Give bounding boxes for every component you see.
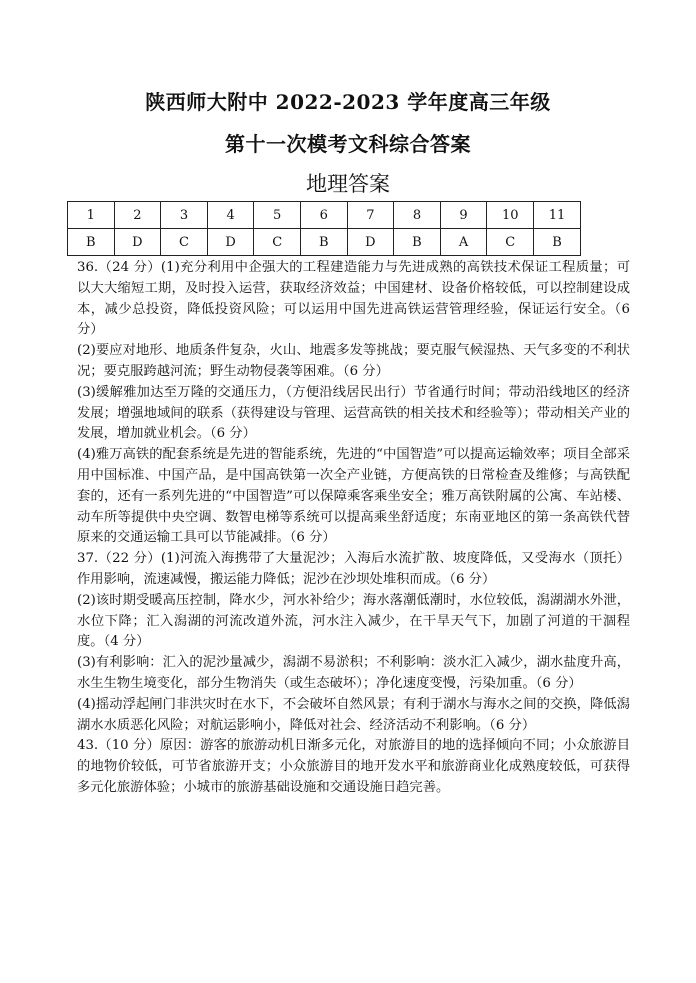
answer-cell: C — [254, 229, 301, 256]
answer-paragraph-36-2: (2)要应对地形、地质条件复杂，火山、地震多发等挑战；要克服气候湿热、天气多变的不利状况；要克服跨越河流；野生动物侵袭等困难。（6 分） — [77, 343, 630, 379]
question-number-cell: 3 — [161, 202, 208, 229]
question-number-cell: 9 — [440, 202, 487, 229]
section-title: 地理答案 — [306, 172, 390, 196]
answer-cell: B — [394, 229, 441, 256]
question-number-cell: 11 — [534, 202, 581, 229]
answer-row — [68, 229, 581, 256]
answer-cell: D — [207, 229, 254, 256]
answer-body — [77, 258, 630, 799]
document-title-line1: 陕西师大附中 2022-2023 学年度高三年级 — [145, 90, 551, 114]
answer-paragraph-37-2: (2)该时期受暖高压控制，降水少，河水补给少；海水落潮低潮时，水位较低，潟湖湖水外泄，水位下降；汇入潟湖的河流改道外流，河水注入减少，在干旱天气下，加剧了河道的干涸程度。（4 分） — [77, 592, 630, 650]
answer-paragraph-37-3: (3)有利影响：汇入的泥沙量减少，潟湖不易淤积；不利影响：淡水汇入减少，湖水盐度升高，水生生物生境变化，部分生物消失（或生态破坏）；净化速度变慢，污染加重。（6 分） — [77, 655, 630, 691]
answer-cell: D — [347, 229, 394, 256]
answer-paragraph-36-4: (4)雅万高铁的配套系统是先进的智能系统，先进的“中国智造”可以提高运输效率；项目全部采用中国标准、中国产品，是中国高铁第一次全产业链，方便高铁的日常检查及维修；与高铁配套的，还有一系列先进的“中国智造”可以保障乘客乘坐安全；雅万高铁附属的公寓、车站楼、动车所等提供中央空调、数智电梯等系统可以提高乘坐舒适度；东南亚地区的第一条高铁代替原来的交通运输工具可以节能减排。（6 分） — [77, 447, 630, 546]
question-number-cell: 8 — [394, 202, 441, 229]
question-number-cell: 2 — [114, 202, 161, 229]
answer-cell: B — [300, 229, 347, 256]
answer-cell: B — [534, 229, 581, 256]
question-number-cell: 1 — [68, 202, 115, 229]
question-number-cell: 10 — [487, 202, 534, 229]
answer-paragraph-37-4: (4)摇动浮起闸门非洪灾时在水下，不会破坏自然风景；有利于湖水与海水之间的交换，降低潟湖水水质恶化风险；对航运影响小，降低对社会、经济活动不利影响。（6 分） — [77, 696, 630, 733]
answer-cell: D — [114, 229, 161, 256]
question-number-cell: 6 — [300, 202, 347, 229]
question-number-row — [68, 202, 581, 229]
answer-cell: C — [487, 229, 534, 256]
question-number-cell: 5 — [254, 202, 301, 229]
answer-cell: A — [440, 229, 487, 256]
question-number-cell: 4 — [207, 202, 254, 229]
answer-paragraph-43: 43.（10 分）原因：游客的旅游动机日渐多元化，对旅游目的地的选择倾向不同；小众旅游目的地物价较低，可节省旅游开支；小众旅游目的地开发水平和旅游商业化成熟度较低，可获得多元化旅游体验；小城市的旅游基础设施和交通设施日趋完善。 — [77, 738, 630, 795]
answer-paragraph-36-3: (3)缓解雅加达至万隆的交通压力，（方便沿线居民出行）节省通行时间；带动沿线地区的经济发展；增强地域间的联系（获得建设与管理、运营高铁的相关技术和经验等）；带动相关产业的发展，增加就业机会。（6 分） — [77, 384, 630, 442]
document-title-line2: 第十一次模考文科综合答案 — [225, 132, 471, 156]
answer-cell: C — [161, 229, 208, 256]
answer-table — [67, 201, 581, 256]
answer-cell: B — [68, 229, 115, 256]
question-number-cell: 7 — [347, 202, 394, 229]
answer-paragraph-36: 36.（24 分）(1)充分利用中企强大的工程建造能力与先进成熟的高铁技术保证工程质量；可以大大缩短工期，及时投入运营，获取经济效益；中国建材、设备价格较低，可以控制建设成本，减少总投资，降低投资风险；可以运用中国先进高铁运营管理经验，保证运行安全。（6 分） — [77, 260, 630, 338]
answer-paragraph-37: 37.（22 分）(1)河流入海携带了大量泥沙；入海后水流扩散、坡度降低，又受海水（顶托）作用影响，流速减慢，搬运能力降低；泥沙在沙坝处堆积而成。（6 分） — [77, 551, 630, 587]
